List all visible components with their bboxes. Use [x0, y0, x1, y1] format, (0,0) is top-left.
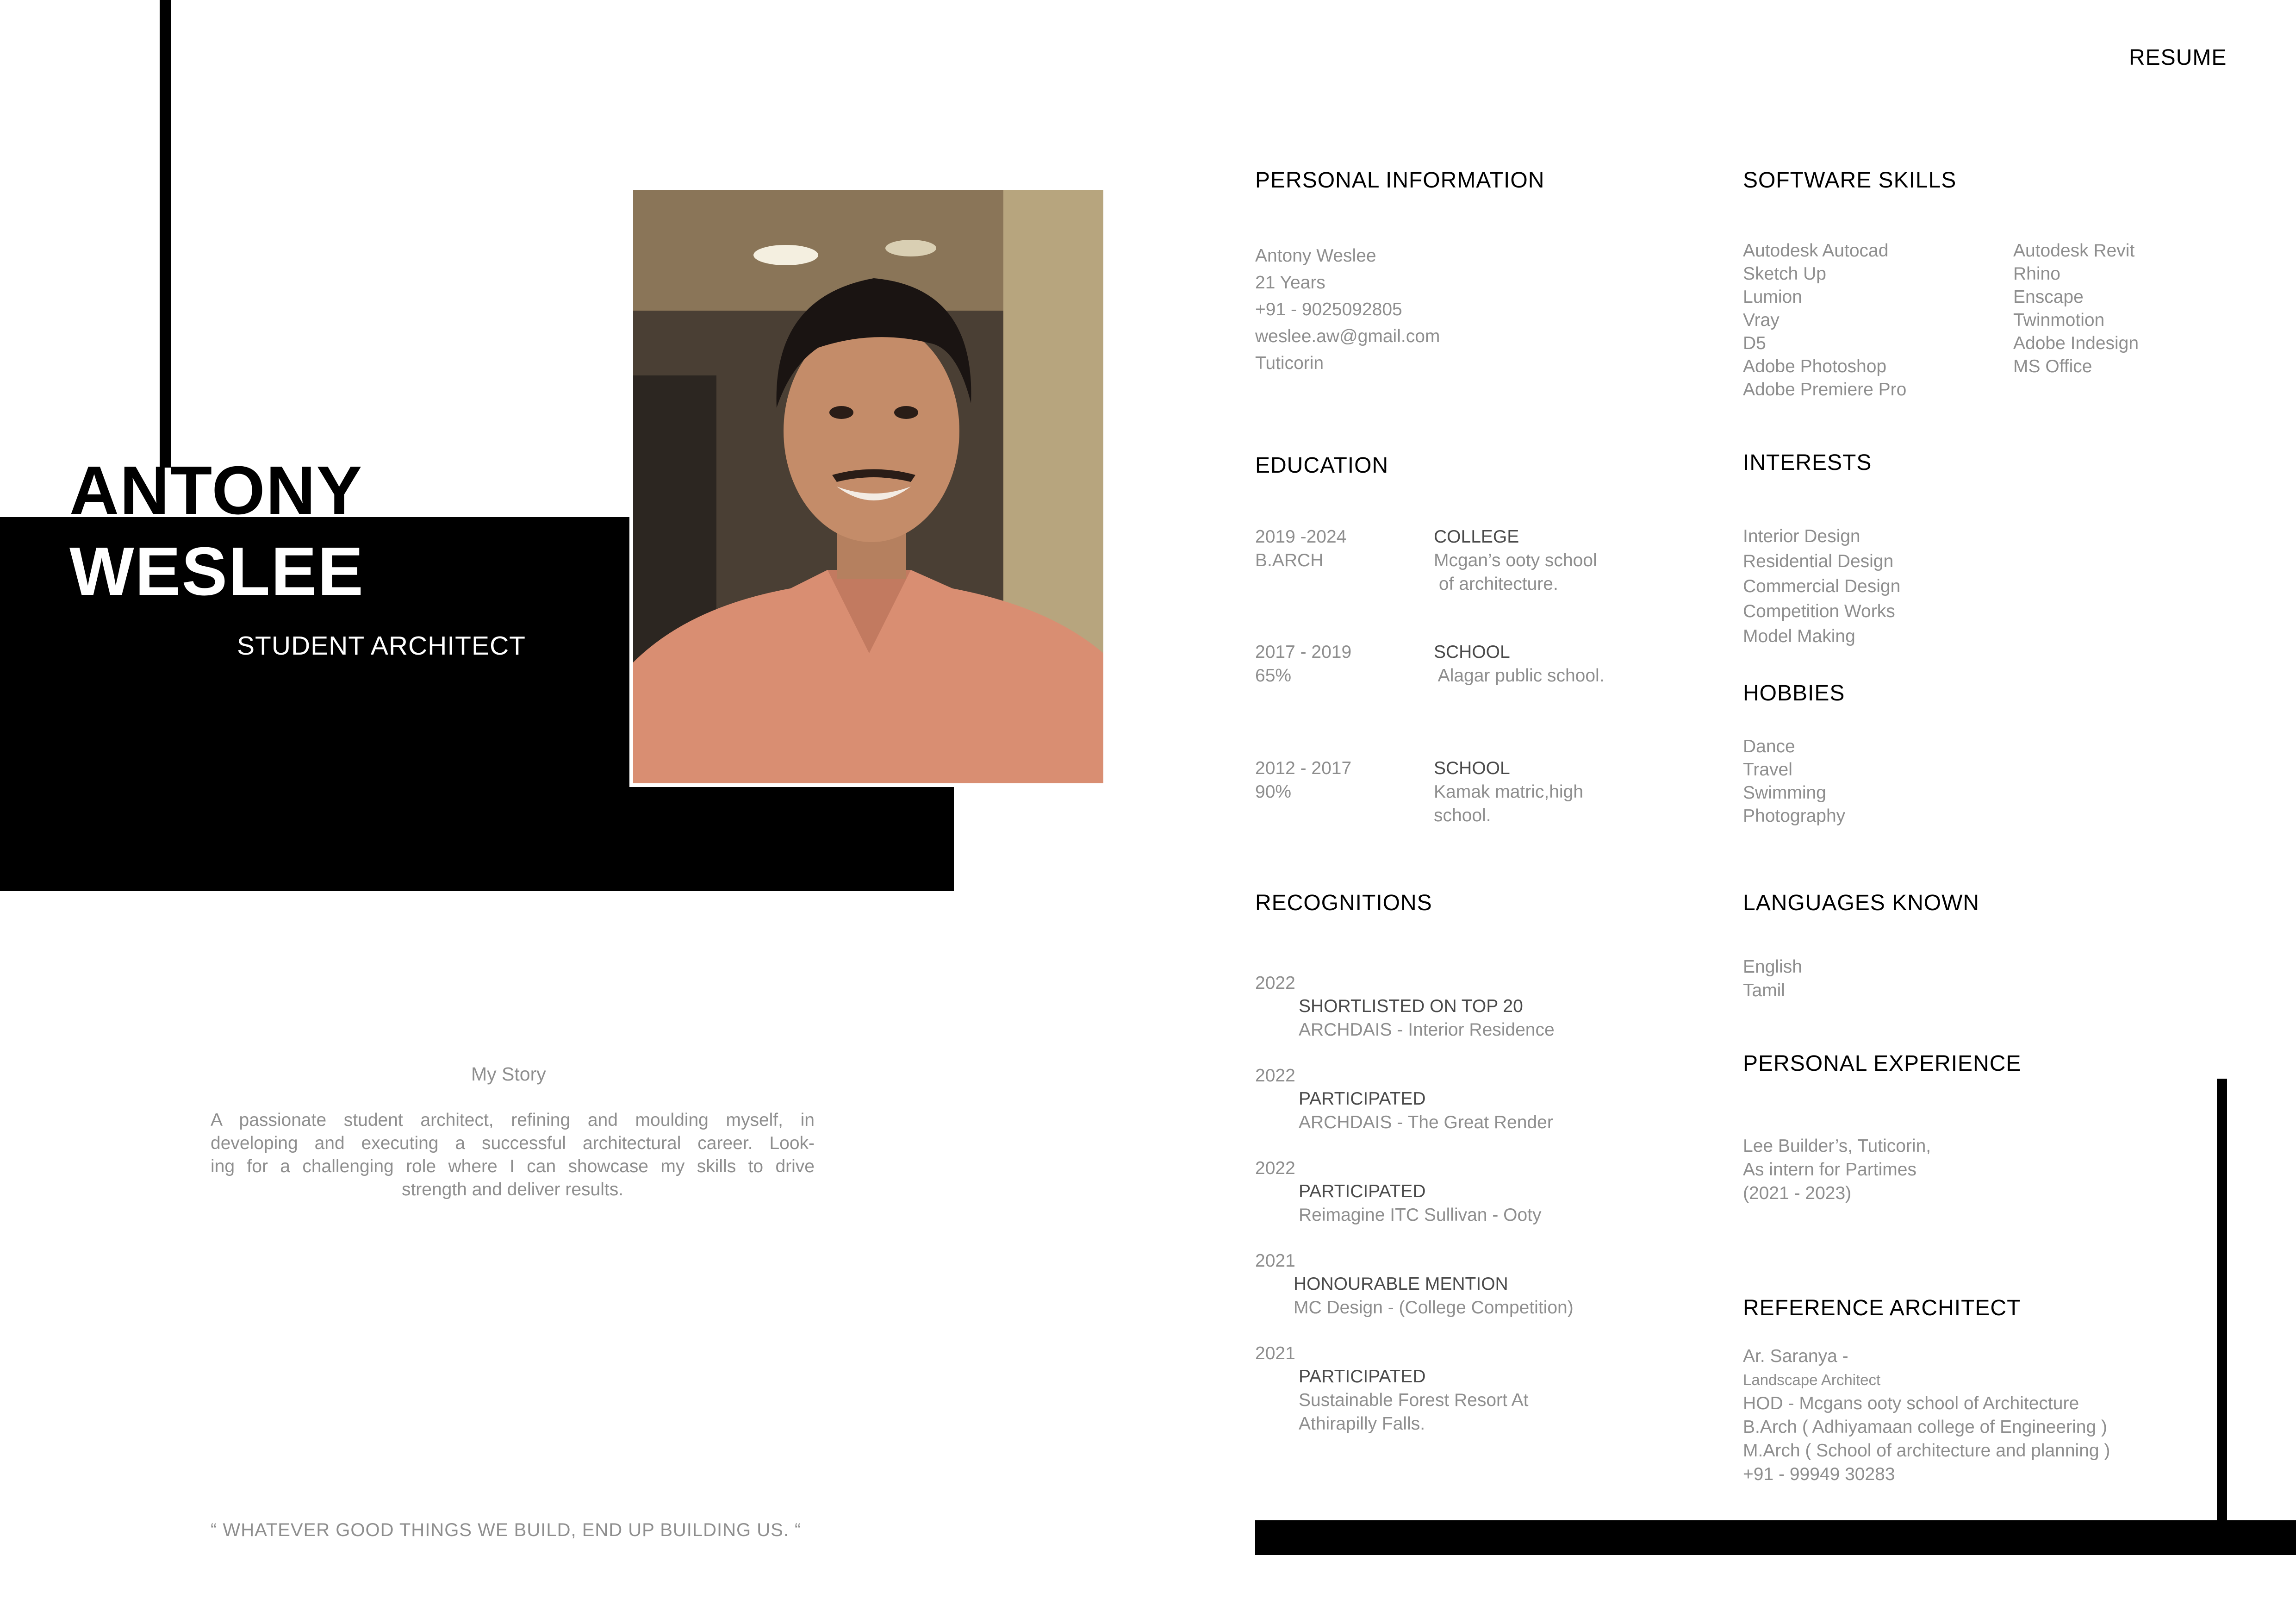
story-paragraph	[211, 1109, 815, 1201]
recognition-year: 2022	[1255, 973, 1295, 993]
bottom-accent-bar	[1255, 1520, 2296, 1555]
reference-heading: REFERENCE ARCHITECT	[1743, 1296, 2021, 1320]
personal-info-heading: PERSONAL INFORMATION	[1255, 168, 1545, 193]
reference-line: B.Arch ( Adhiyamaan college of Engineering )	[1743, 1417, 2107, 1437]
reference-name: Ar. Saranya -	[1743, 1346, 1854, 1366]
language-item: English	[1743, 957, 1802, 977]
recognition-detail: Sustainable Forest Resort At	[1299, 1390, 1529, 1410]
hobby-item: Travel	[1743, 760, 1792, 780]
education-school-2	[1434, 640, 1605, 687]
personal-age: 21 Years	[1255, 273, 1325, 293]
recognition-title: PARTICIPATED	[1299, 1367, 1426, 1387]
personal-info-list	[1255, 243, 1440, 377]
black-block-lower	[0, 787, 954, 891]
software-skills-col1	[1743, 239, 1906, 401]
hobbies-heading: HOBBIES	[1743, 681, 1845, 706]
hobby-item: Photography	[1743, 806, 1846, 826]
recognition-detail: MC Design - (College Competition)	[1294, 1298, 1574, 1318]
skill-item: Adobe Indesign	[2013, 333, 2139, 353]
recognition-entry	[1299, 1365, 1528, 1436]
education-years-2	[1255, 640, 1351, 687]
job-title: STUDENT ARCHITECT	[237, 631, 526, 661]
quote: “ WHATEVER GOOD THINGS WE BUILD, END UP BUILDING US. “	[211, 1520, 802, 1540]
personal-email: weslee.aw@gmail.com	[1255, 326, 1440, 346]
skill-item: Adobe Premiere Pro	[1743, 380, 1907, 400]
profile-photo	[629, 187, 1107, 787]
last-name: WESLEE	[69, 533, 364, 610]
personal-city: Tuticorin	[1255, 353, 1324, 373]
education-school: Alagar public school.	[1434, 666, 1605, 686]
portrait-illustration	[633, 190, 1103, 783]
languages-heading: LANGUAGES KNOWN	[1743, 891, 1980, 915]
experience-line: (2021 - 2023)	[1743, 1183, 1852, 1203]
recognition-entry	[1299, 1087, 1553, 1134]
vertical-accent-bar-right	[2217, 1079, 2227, 1542]
interest-item: Interior Design	[1743, 526, 1860, 546]
education-school: Mcgan’s ooty school	[1434, 550, 1597, 570]
recognition-title: PARTICIPATED	[1299, 1181, 1426, 1201]
education-years: 2019 -2024	[1255, 527, 1347, 547]
reference-name-line	[1743, 1344, 2110, 1392]
interest-item: Residential Design	[1743, 551, 1894, 571]
experience-list	[1743, 1134, 1931, 1205]
resume-label: RESUME	[2129, 45, 2227, 70]
software-skills-col2	[2013, 239, 2139, 378]
education-type: SCHOOL	[1434, 642, 1510, 662]
reference-line: M.Arch ( School of architecture and planning )	[1743, 1441, 2110, 1461]
story-line: developing and executing a successful architectural career. Look-	[211, 1133, 815, 1153]
recognition-title: HONOURABLE MENTION	[1294, 1274, 1508, 1294]
skill-item: Autodesk Autocad	[1743, 241, 1889, 261]
education-detail: 90%	[1255, 782, 1292, 802]
software-skills-heading: SOFTWARE SKILLS	[1743, 168, 1957, 193]
skill-item: Rhino	[2013, 264, 2060, 284]
reference-line: HOD - Mcgans ooty school of Architecture	[1743, 1393, 2079, 1413]
skill-item: MS Office	[2013, 356, 2092, 376]
recognitions-heading: RECOGNITIONS	[1255, 891, 1432, 915]
skill-item: Vray	[1743, 310, 1780, 330]
education-heading: EDUCATION	[1255, 453, 1389, 478]
education-detail: 65%	[1255, 666, 1292, 686]
experience-line: As intern for Partimes	[1743, 1160, 1916, 1180]
skill-item: Enscape	[2013, 287, 2084, 307]
education-detail: B.ARCH	[1255, 550, 1324, 570]
interest-item: Competition Works	[1743, 601, 1895, 621]
education-type: SCHOOL	[1434, 758, 1510, 778]
skill-item: Twinmotion	[2013, 310, 2105, 330]
experience-heading: PERSONAL EXPERIENCE	[1743, 1051, 2022, 1076]
recognition-detail: Reimagine ITC Sullivan - Ooty	[1299, 1205, 1542, 1225]
first-name: ANTONY	[69, 452, 363, 529]
recognition-title: SHORTLISTED ON TOP 20	[1299, 996, 1523, 1016]
personal-name: Antony Weslee	[1255, 246, 1376, 266]
interest-item: Model Making	[1743, 626, 1855, 646]
skill-item: Autodesk Revit	[2013, 241, 2135, 261]
reference-details	[1743, 1344, 2110, 1486]
skill-item: Adobe Photoshop	[1743, 356, 1887, 376]
education-school: school.	[1434, 806, 1491, 825]
experience-line: Lee Builder’s, Tuticorin,	[1743, 1136, 1931, 1156]
recognition-detail: ARCHDAIS - Interior Residence	[1299, 1020, 1555, 1040]
story-line: ing for a challenging role where I can showcase my skills to drive	[211, 1156, 815, 1176]
recognition-year: 2022	[1255, 1158, 1295, 1178]
recognition-detail: ARCHDAIS - The Great Render	[1299, 1112, 1553, 1132]
skill-item: Sketch Up	[1743, 264, 1826, 284]
interests-heading: INTERESTS	[1743, 450, 1872, 475]
skill-item: D5	[1743, 333, 1766, 353]
interest-item: Commercial Design	[1743, 576, 1901, 596]
language-item: Tamil	[1743, 981, 1786, 1000]
recognition-entry	[1294, 1272, 1574, 1319]
languages-list	[1743, 955, 1802, 1002]
vertical-accent-bar-left	[160, 0, 171, 468]
recognition-year: 2021	[1255, 1251, 1295, 1271]
interests-list	[1743, 524, 1900, 649]
skill-item: Lumion	[1743, 287, 1802, 307]
recognition-detail: Athirapilly Falls.	[1299, 1414, 1425, 1434]
education-school-1	[1434, 525, 1597, 596]
recognition-entry	[1299, 994, 1555, 1042]
hobby-item: Dance	[1743, 737, 1795, 756]
recognition-year: 2022	[1255, 1066, 1295, 1086]
education-years: 2017 - 2019	[1255, 642, 1352, 662]
recognition-year: 2021	[1255, 1343, 1295, 1363]
education-type: COLLEGE	[1434, 527, 1519, 547]
story-line: A passionate student architect, refining and moulding myself, in	[211, 1110, 815, 1130]
story-line: strength and deliver results.	[401, 1180, 624, 1199]
education-school-3	[1434, 756, 1583, 827]
personal-phone: +91 - 9025092805	[1255, 300, 1402, 319]
recognition-entry	[1299, 1180, 1542, 1227]
education-years-1	[1255, 525, 1346, 572]
recognition-title: PARTICIPATED	[1299, 1089, 1426, 1109]
education-years-3	[1255, 756, 1351, 804]
education-school: Kamak matric,high	[1434, 782, 1583, 802]
reference-role: Landscape Architect	[1743, 1371, 1881, 1388]
story-heading: My Story	[471, 1063, 546, 1085]
hobby-item: Swimming	[1743, 783, 1826, 803]
education-school: of architecture.	[1434, 574, 1558, 594]
reference-line: +91 - 99949 30283	[1743, 1464, 1895, 1484]
education-years: 2012 - 2017	[1255, 758, 1352, 778]
hobbies-list	[1743, 735, 1845, 828]
